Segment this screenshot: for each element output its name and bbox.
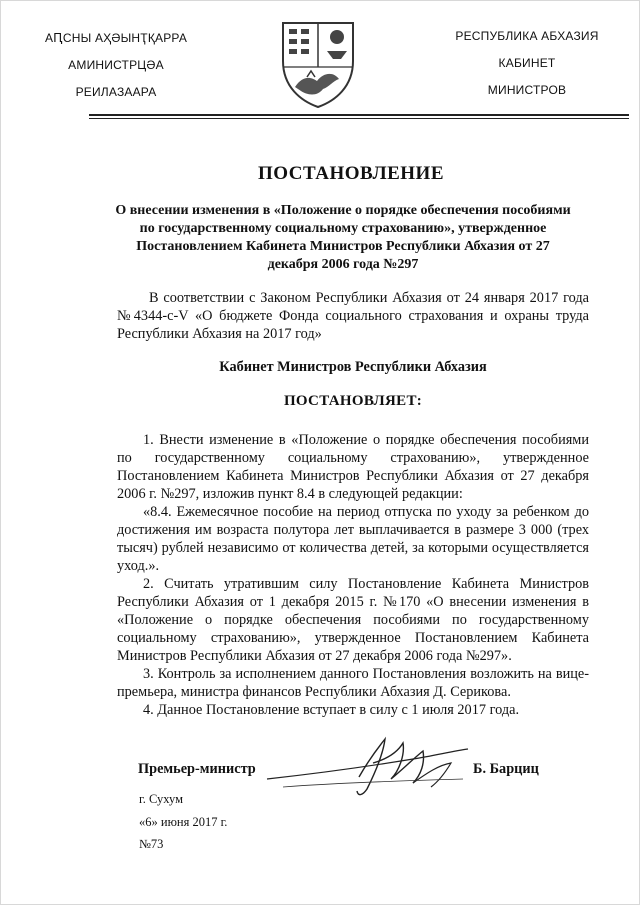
header-left-line-2: АМИНИСТРЦӘА [68, 58, 164, 72]
header-abkhaz [21, 25, 211, 106]
issuing-body: Кабинет Министров Республики Абхазия [219, 359, 487, 375]
coat-of-arms-icon [277, 17, 359, 109]
decree-item-4: 4. Данное Постановление вступает в силу с 1 июля 2017 года. [143, 702, 520, 718]
header-right-line-3: МИНИСТРОВ [487, 83, 567, 97]
decree-heading: ПОСТАНОВЛЯЕТ: [283, 393, 423, 409]
document-number: №73 [139, 837, 164, 851]
header-left-line-3: РЕИЛАЗААРА [75, 85, 157, 99]
header-left-line-1: АԤСНЫ АҲӘЫНҬҚАРРА [44, 31, 188, 45]
decree-item-1-quote: «8.4. Ежемесячное пособие на период отпуска по уходу за ребенком до достижения им возраста полутора лет выплачивается в размере 3 000 (трех тысяч) рублей независимо от количества детей, за которыми осуществляется уход.». [117, 504, 589, 574]
decree-items [117, 431, 589, 719]
issue-place: г. Сухум [139, 792, 184, 806]
handwritten-signature-icon [263, 729, 473, 801]
header-right-line-1: РЕСПУБЛИКА АБХАЗИЯ [455, 29, 599, 43]
header-right-line-2: КАБИНЕТ [498, 56, 556, 70]
header-russian [431, 23, 623, 104]
decree-item-3: 3. Контроль за исполнением данного Постановления возложить на вице-премьера, министра финансов Республики Абхазия Д. Серикова. [117, 666, 589, 700]
signatory-position: Премьер-министр [138, 761, 256, 777]
header-divider-thick [89, 114, 629, 116]
document-subject: О внесении изменения в «Положение о порядке обеспечения пособиями по государственному социальному страхованию», утвержденное Постановлением Кабинета Министров Республики Абхазия от 27 декабря 2006 года №297 [115, 203, 571, 272]
header-divider-thin [89, 118, 629, 119]
signatory-name: Б. Барциц [473, 761, 539, 777]
decree-item-2: 2. Считать утратившим силу Постановление Кабинета Министров Республики Абхазия от 1 декабря 2015 г. №170 «О внесении изменения в «Положение о порядке обеспечения пособиями по государственному социальному страхованию», утвержденное Постановлением Кабинета Министров Республики Абхазия от 27 декабря 2006 года №297». [117, 576, 589, 664]
document-title: ПОСТАНОВЛЕНИЕ [257, 163, 445, 184]
decree-item-1: 1. Внести изменение в «Положение о порядке обеспечения пособиями по государственному социальному страхованию», утвержденное Постановлением Кабинета Министров Республики Абхазия от 27 декабря 2006 г. №297, изложив пункт 8.4 в следующей редакции: [117, 432, 589, 502]
preamble-paragraph: В соответствии с Законом Республики Абхазия от 24 января 2017 года №4344-с-V «О бюджете Фонда социального страхования и охраны труда Республики Абхазия на 2017 год» [117, 290, 589, 342]
issue-date: «6» июня 2017 г. [139, 815, 228, 829]
